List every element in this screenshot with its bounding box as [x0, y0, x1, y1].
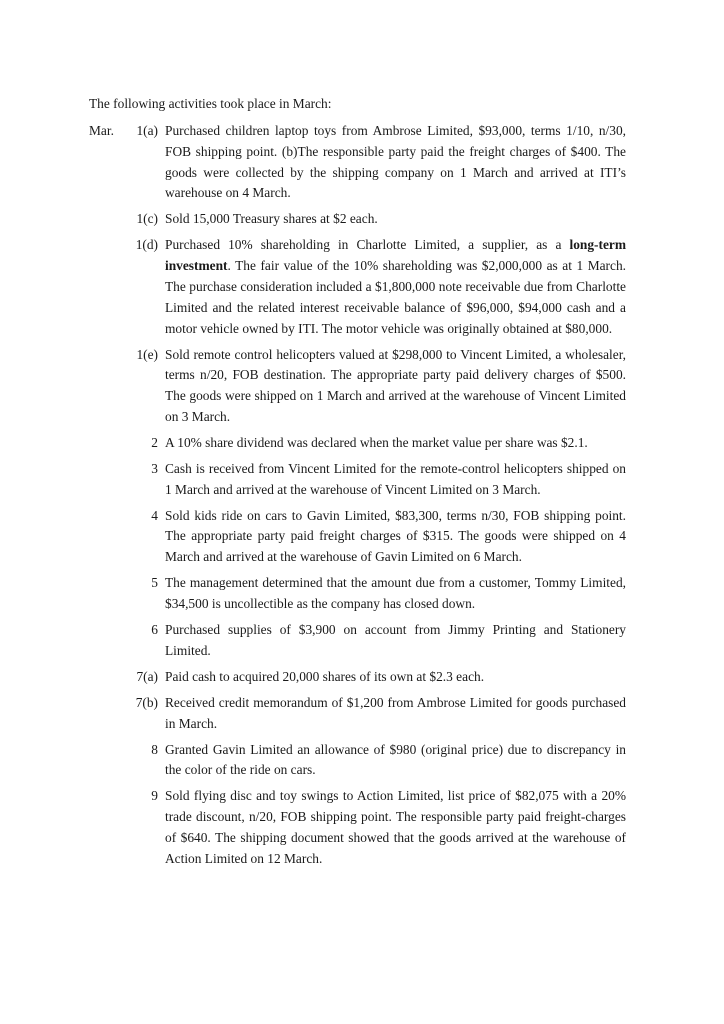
activity-entry	[89, 235, 649, 339]
entry-date-number: 3	[151, 460, 158, 476]
entry-date-number: 9	[151, 788, 158, 804]
entry-description	[165, 667, 626, 688]
activity-entry	[89, 620, 649, 662]
entry-date-number: 2	[151, 434, 158, 450]
entry-date-number: 4	[151, 507, 158, 523]
bold-term: long-term investment	[165, 237, 626, 274]
entry-description	[165, 209, 626, 230]
description-text: Sold remote control helicopters valued at $298,000 to Vincent Limited, a wholesaler, terms n/20, FOB destination. The appropriate party paid delivery charges of $500. The goods were shipped on 1 March and arrived at the warehouse of Vincent Limited on 3 March.	[165, 346, 626, 424]
intro-text: The following activities took place in March:	[89, 96, 332, 111]
activity-entry	[89, 740, 649, 782]
entry-description	[165, 740, 626, 782]
activity-entry	[89, 433, 649, 454]
entry-description	[165, 620, 626, 662]
entry-description	[165, 345, 626, 428]
description-text: Purchased children laptop toys from Ambrose Limited, $93,000, terms 1/10, n/30, FOB shipping point. (b)The responsible party paid the freight charges of $400. The goods were collected by the shipping company on 1 March and arrived at ITI’s warehouse on 4 March.	[165, 123, 626, 201]
entry-description	[165, 235, 626, 339]
description-text: Purchased supplies of $3,900 on account from Jimmy Printing and Stationery Limited.	[165, 622, 626, 658]
description-text: Received credit memorandum of $1,200 from Ambrose Limited for goods purchased in March.	[165, 694, 626, 731]
entry-description	[165, 573, 626, 615]
activity-entry	[89, 345, 649, 428]
description-text: Granted Gavin Limited an allowance of $980 (original price) due to discrepancy in the color of the ride on cars.	[165, 741, 626, 778]
entry-description	[165, 786, 626, 869]
entry-description	[165, 433, 626, 454]
activity-entry	[89, 573, 649, 615]
activity-entry	[89, 459, 649, 501]
entry-date-number: 8	[151, 741, 158, 757]
entry-date-number: 7(a)	[136, 668, 158, 684]
activity-entry	[89, 506, 649, 568]
description-text: Cash is received from Vincent Limited for the remote-control helicopters shipped on 1 March and arrived at the warehouse of Vincent Limited on 3 March.	[165, 460, 626, 497]
activity-entry	[89, 693, 649, 735]
entry-description	[165, 693, 626, 735]
activity-entry	[89, 209, 649, 230]
description-text: Purchased 10% shareholding in Charlotte Limited, a supplier, as a	[165, 237, 570, 253]
description-text: Paid cash to acquired 20,000 shares of its own at $2.3 each.	[165, 668, 485, 684]
entry-date-number: 1(d)	[135, 237, 158, 253]
description-text: Sold flying disc and toy swings to Action Limited, list price of $82,075 with a 20% trade discount, n/20, FOB shipping point. The responsible party paid freight-charges of $640. The shipping document showed that the goods arrived at the warehouse of Action Limited on 12 March.	[165, 788, 626, 866]
description-text: A 10% share dividend was declared when the market value per share was $2.1.	[165, 434, 588, 450]
entry-date-number: 1(a)	[136, 123, 158, 138]
description-text: Sold kids ride on cars to Gavin Limited, $83,300, terms n/30, FOB shipping point. The appropriate party paid freight charges of $315. The goods were shipped on 4 March and arrived at the warehouse of Gavin Limited on 6 March.	[165, 507, 626, 565]
description-text: Sold 15,000 Treasury shares at $2 each.	[165, 211, 378, 227]
entry-description	[165, 506, 626, 568]
activity-entry	[89, 121, 649, 204]
entry-description	[165, 459, 626, 501]
month-label: Mar.	[89, 123, 114, 138]
description-text: The management determined that the amount due from a customer, Tommy Limited, $34,500 is uncollectible as the company has closed down.	[165, 575, 626, 612]
entry-description	[165, 121, 626, 204]
entry-date-number: 7(b)	[135, 694, 158, 710]
entry-date-number: 1(e)	[136, 346, 158, 362]
activity-list	[89, 121, 649, 875]
activity-entry	[89, 786, 649, 869]
activity-entry	[89, 667, 649, 688]
entry-date-number: 6	[151, 622, 158, 638]
entry-date-number: 5	[151, 575, 158, 591]
entry-date-number: 1(c)	[136, 211, 158, 227]
description-text: . The fair value of the 10% shareholding was $2,000,000 as at 1 March. The purchase consideration included a $1,800,000 note receivable due from Charlotte Limited and the related interest receivable balance of $96,000, $94,000 cash and a motor vehicle owned by ITI. The motor vehicle was originally obtained at $80,000.	[165, 258, 626, 336]
